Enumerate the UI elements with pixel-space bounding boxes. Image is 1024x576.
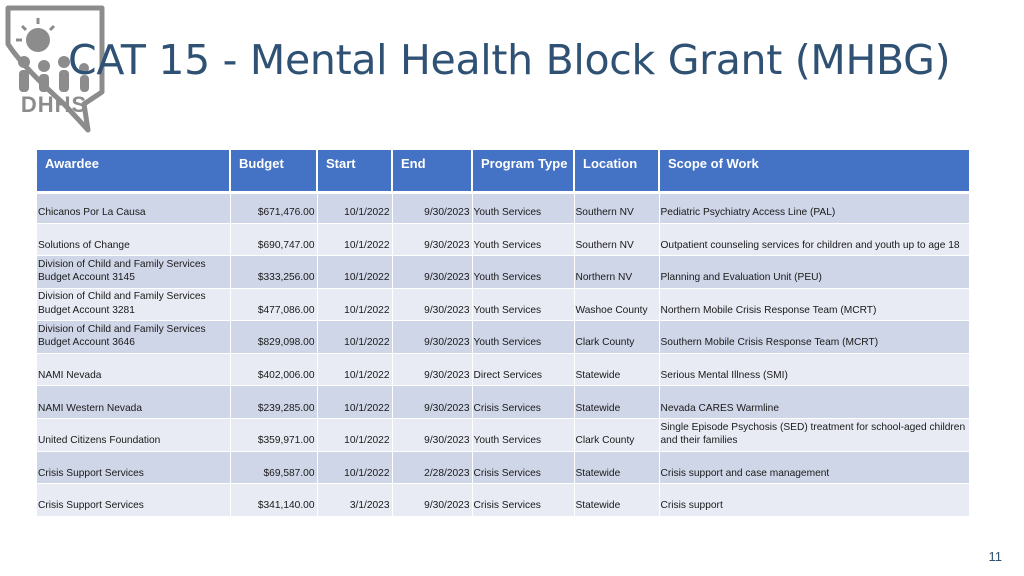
- cell-location: Statewide: [574, 484, 659, 517]
- cell-program-type: Crisis Services: [472, 484, 574, 517]
- table-row: [37, 484, 969, 517]
- cell-scope-of-work: Crisis support and case management: [659, 451, 969, 484]
- cell-location: Southern NV: [574, 223, 659, 256]
- cell-budget: $829,098.00: [230, 321, 317, 354]
- cell-budget: $341,140.00: [230, 484, 317, 517]
- cell-end: 9/30/2023: [392, 192, 472, 223]
- cell-start: 10/1/2022: [317, 451, 392, 484]
- table-header-row: [37, 150, 969, 192]
- cell-program-type: Youth Services: [472, 288, 574, 321]
- table-row: [37, 256, 969, 289]
- cell-awardee: NAMI Nevada: [37, 353, 230, 386]
- cell-scope-of-work: Outpatient counseling services for children and youth up to age 18: [659, 223, 969, 256]
- cell-location: Statewide: [574, 386, 659, 419]
- cell-start: 10/1/2022: [317, 321, 392, 354]
- cell-scope-of-work: Serious Mental Illness (SMI): [659, 353, 969, 386]
- cell-program-type: Youth Services: [472, 419, 574, 452]
- cell-end: 2/28/2023: [392, 451, 472, 484]
- cell-awardee: Crisis Support Services: [37, 451, 230, 484]
- cell-program-type: Crisis Services: [472, 451, 574, 484]
- slide-title: CAT 15 - Mental Health Block Grant (MHBG): [68, 36, 951, 84]
- cell-budget: $239,285.00: [230, 386, 317, 419]
- header-scope-of-work: Scope of Work: [659, 150, 969, 192]
- cell-program-type: Youth Services: [472, 192, 574, 223]
- cell-scope-of-work: Southern Mobile Crisis Response Team (MCRT): [659, 321, 969, 354]
- cell-end: 9/30/2023: [392, 321, 472, 354]
- header-location: Location: [574, 150, 659, 192]
- header-end: End: [392, 150, 472, 192]
- cell-start: 10/1/2022: [317, 223, 392, 256]
- grant-table: [37, 150, 969, 517]
- cell-start: 10/1/2022: [317, 192, 392, 223]
- table-row: [37, 353, 969, 386]
- table-row: [37, 321, 969, 354]
- cell-awardee: United Citizens Foundation: [37, 419, 230, 452]
- cell-awardee: Crisis Support Services: [37, 484, 230, 517]
- table-row: [37, 288, 969, 321]
- cell-end: 9/30/2023: [392, 419, 472, 452]
- cell-start: 10/1/2022: [317, 353, 392, 386]
- cell-awardee: Division of Child and Family Services Budget Account 3145: [37, 256, 230, 289]
- cell-end: 9/30/2023: [392, 353, 472, 386]
- header-start: Start: [317, 150, 392, 192]
- cell-location: Statewide: [574, 451, 659, 484]
- table-row: [37, 223, 969, 256]
- header-budget: Budget: [230, 150, 317, 192]
- cell-location: Northern NV: [574, 256, 659, 289]
- cell-end: 9/30/2023: [392, 386, 472, 419]
- cell-scope-of-work: Crisis support: [659, 484, 969, 517]
- cell-program-type: Direct Services: [472, 353, 574, 386]
- cell-start: 10/1/2022: [317, 256, 392, 289]
- cell-program-type: Crisis Services: [472, 386, 574, 419]
- cell-scope-of-work: Pediatric Psychiatry Access Line (PAL): [659, 192, 969, 223]
- cell-start: 10/1/2022: [317, 386, 392, 419]
- cell-end: 9/30/2023: [392, 223, 472, 256]
- cell-budget: $69,587.00: [230, 451, 317, 484]
- cell-location: Clark County: [574, 321, 659, 354]
- cell-budget: $690,747.00: [230, 223, 317, 256]
- cell-program-type: Youth Services: [472, 321, 574, 354]
- table-row: [37, 419, 969, 452]
- header-program-type: Program Type: [472, 150, 574, 192]
- cell-budget: $402,006.00: [230, 353, 317, 386]
- cell-location: Clark County: [574, 419, 659, 452]
- cell-budget: $333,256.00: [230, 256, 317, 289]
- table-body: [37, 192, 969, 516]
- cell-budget: $671,476.00: [230, 192, 317, 223]
- cell-end: 9/30/2023: [392, 256, 472, 289]
- cell-end: 9/30/2023: [392, 484, 472, 517]
- cell-awardee: Division of Child and Family Services Budget Account 3281: [37, 288, 230, 321]
- header-awardee: Awardee: [37, 150, 230, 192]
- logo-text: DHHS: [20, 92, 88, 117]
- cell-awardee: Solutions of Change: [37, 223, 230, 256]
- cell-location: Southern NV: [574, 192, 659, 223]
- table-row: [37, 451, 969, 484]
- cell-start: 10/1/2022: [317, 419, 392, 452]
- cell-scope-of-work: Single Episode Psychosis (SED) treatment for school-aged children and their families: [659, 419, 969, 452]
- cell-start: 10/1/2022: [317, 288, 392, 321]
- cell-location: Washoe County: [574, 288, 659, 321]
- cell-start: 3/1/2023: [317, 484, 392, 517]
- cell-budget: $359,971.00: [230, 419, 317, 452]
- cell-budget: $477,086.00: [230, 288, 317, 321]
- page-number: 11: [988, 549, 1002, 564]
- cell-awardee: NAMI Western Nevada: [37, 386, 230, 419]
- cell-awardee: Chicanos Por La Causa: [37, 192, 230, 223]
- cell-scope-of-work: Northern Mobile Crisis Response Team (MCRT): [659, 288, 969, 321]
- grant-table-container: [37, 150, 969, 517]
- cell-location: Statewide: [574, 353, 659, 386]
- cell-awardee: Division of Child and Family Services Budget Account 3646: [37, 321, 230, 354]
- table-row: [37, 386, 969, 419]
- cell-scope-of-work: Planning and Evaluation Unit (PEU): [659, 256, 969, 289]
- sun-shape: [26, 28, 50, 52]
- cell-program-type: Youth Services: [472, 223, 574, 256]
- table-row: [37, 192, 969, 223]
- cell-program-type: Youth Services: [472, 256, 574, 289]
- cell-scope-of-work: Nevada CARES Warmline: [659, 386, 969, 419]
- cell-end: 9/30/2023: [392, 288, 472, 321]
